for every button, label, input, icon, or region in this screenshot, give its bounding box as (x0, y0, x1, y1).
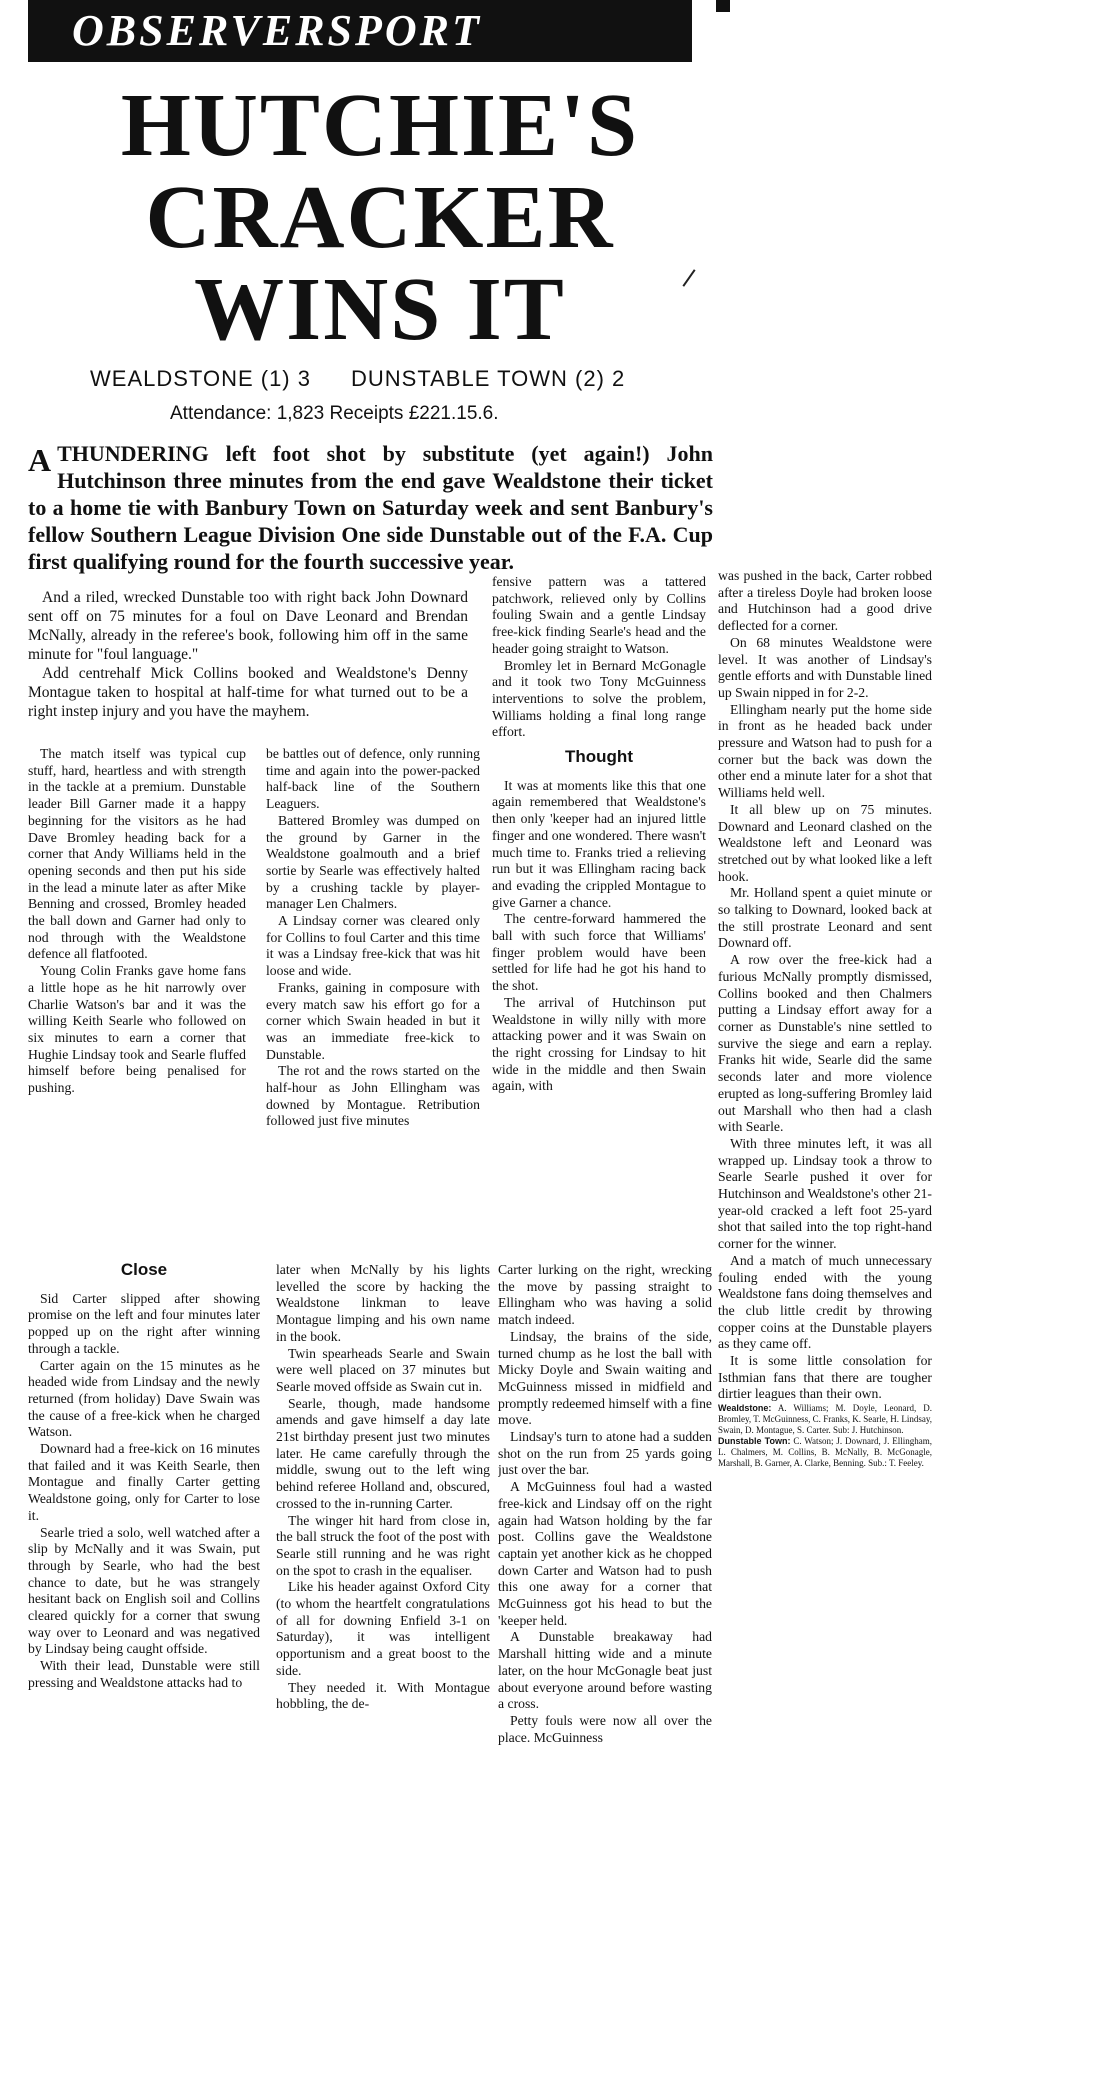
article-paragraph: Bromley let in Bernard McGonagle and it took two Tony McGuinness interventions to solve the problem, Williams holding a final long range effort. (492, 657, 706, 740)
headline-line-1: HUTCHIE'S (120, 76, 640, 175)
lineup-players: A. Williams; M. Doyle, Leonard, D. Bromley, T. McGuinness, C. Franks, K. Searle, H. Lindsay, Swain, D. Montague, S. Carter. Sub: J. Hutchinson. (718, 1403, 932, 1436)
lineup-dunstable (718, 1436, 932, 1469)
article-paragraph: fensive pattern was a tattered patchwork, relieved only by Collins fouling Swain and a gentle Lindsay free-kick finding Searle's head and the header going straight to Watson. (492, 574, 706, 656)
masthead: OBSERVERSPORT (28, 0, 692, 62)
article-paragraph: Petty fouls were now all over the place. McGuinness (498, 1712, 712, 1745)
article-paragraph: A Lindsay corner was cleared only for Collins to foul Carter and this time it was a Lindsay free-kick that was hit loose and wide. (266, 913, 480, 979)
article-paragraph: With their lead, Dunstable were still pressing and Wealdstone attacks had to (28, 1658, 260, 1690)
lineup-label: Dunstable Town: (718, 1436, 791, 1447)
article-paragraph: The arrival of Hutchinson put Wealdstone in willy nilly with more attacking power and it was Swain on the right crossing for Lindsay to hit wide in the middle and then Swain again, with (492, 994, 706, 1094)
home-score: WEALDSTONE (1) 3 (90, 366, 311, 391)
column-2 (266, 746, 480, 1216)
lede-drop-letter: A (28, 442, 52, 478)
column-5 (28, 1262, 260, 1822)
article-paragraph: Lindsay's turn to atone had a sudden shot on the run from 25 yards going just over the bar. (498, 1429, 712, 1478)
article-paragraph: Twin spearheads Searle and Swain were well placed on 37 minutes but Searle moved offside as Swain cut in. (276, 1345, 490, 1394)
intro (28, 588, 468, 721)
article-paragraph: was pushed in the back, Carter robbed after a tireless Doyle had broken loose and Hutchinson had a good drive deflected for a corner. (718, 568, 932, 634)
print-speck (716, 0, 730, 12)
article-paragraph: be battles out of defence, only running time and again into the power-packed half-back line of the Southern Leaguers. (266, 746, 480, 812)
article-paragraph: Mr. Holland spent a quiet minute or so talking to Downard, looked back at the still prostrate Leonard and sent Downard off. (718, 885, 932, 951)
article-paragraph: A row over the free-kick had a furious McNally promptly dismissed, Collins booked and then Chalmers putting a Lindsay effort away for a corner as Dunstable's nine settled to survive the siege and earn a replay. Franks hit wide, Searle did the same seconds later and more violence erupted as long-suffering Bromley laid out Marshall who then had a clash with Searle. (718, 952, 932, 1135)
article-paragraph: On 68 minutes Wealdstone were level. It was another of Lindsay's gentle efforts and with Dunstable lined up Swain nipped in for 2-2. (718, 634, 932, 700)
column-4 (718, 568, 932, 1698)
headline-line-3: WINS IT (194, 260, 566, 359)
article-paragraph: The centre-forward hammered the ball with such force that Williams' finger problem would have been settled for life had he got his hand to the shot. (492, 911, 706, 994)
attendance: Attendance: 1,823 Receipts £221.15.6. (170, 403, 499, 424)
away-score: DUNSTABLE TOWN (2) 2 (350, 366, 626, 391)
article-paragraph: Lindsay, the brains of the side, turned chump as he lost the ball with Micky Doyle and Swain waiting and McGuinness missed in midfield and promptly redeemed himself with a fine move. (498, 1328, 712, 1428)
intro-paragraph: And a riled, wrecked Dunstable too with right back John Downard sent off on 75 minutes for a foul on Dave Leonard and Brendan McNally, already in the referee's book, following him off in the same minute for "foul language." (28, 589, 468, 663)
subheading-close: Close (120, 1262, 168, 1279)
stray-mark (682, 269, 695, 287)
article-paragraph: Like his header against Oxford City (to whom the heartfelt congratulations of all for downing Enfield 3-1 on Saturday), it was intelligent opportunism and a great boost to the side. (276, 1579, 490, 1678)
column-7 (498, 1262, 712, 1822)
column-3 (492, 574, 706, 1216)
article-paragraph: Carter lurking on the right, wrecking the move by passing straight to Ellingham who was having a solid match indeed. (498, 1262, 712, 1328)
article-paragraph: Downard had a free-kick on 16 minutes that failed and it was Keith Searle, then Montague and finally Carter getting Wealdstone going, only for Carter to lose it. (28, 1441, 260, 1523)
article-paragraph: A Dunstable breakaway had Marshall hitting wide and a minute later, on the hour McGonagle beat just about everyone around before wasting a cross. (498, 1629, 712, 1712)
lineup-label: Wealdstone: (718, 1403, 772, 1414)
article-paragraph: The rot and the rows started on the half-hour as John Ellingham was downed by Montague. Retribution followed just five minutes (266, 1063, 480, 1129)
article-paragraph: later when McNally by his lights levelled the score by hacking the Wealdstone linkman to leave Montague limping and his own name in the book. (276, 1262, 490, 1344)
headline-line-2: CRACKER (145, 168, 615, 267)
article-paragraph: Carter again on the 15 minutes as he headed wide from Lindsay and the newly returned (from holiday) Dave Swain was the cause of a free-kick when he charged Watson. (28, 1357, 260, 1440)
lede (28, 440, 713, 575)
article-paragraph: Young Colin Franks gave home fans a little hope as he hit narrowly over Charlie Watson's bar and it was the willing Keith Searle who followed on six minutes to earn a corner that Hughie Lindsay took and Searle fluffed himself before being penalised for pushing. (28, 963, 246, 1096)
article-paragraph: Battered Bromley was dumped on the ground by Garner in the Wealdstone goalmouth and a brief sortie by Searle was effectively halted by a crushing tackle by player-manager Len Chalmers. (266, 812, 480, 912)
article-paragraph: With three minutes left, it was all wrapped up. Lindsay took a throw to Searle Searle pushed it over for Hutchinson and Wealdstone's other 21-year-old cracked a left foot 25-yard shot that sailed into the top right-hand corner for the winner. (718, 1135, 932, 1252)
lede-text: THUNDERING left foot shot by substitute (yet again!) John Hutchinson three minutes from the end gave Wealdstone their ticket to a home tie with Banbury Town on Saturday week and sent Banbury's fellow Southern League Division One side Dunstable out of the F.A. Cup first qualifying round for the fourth successive year. (28, 441, 713, 574)
article-paragraph: And a match of much unnecessary fouling ended with the young Wealdstone fans doing themselves and the club little credit by throwing copper coins at the Dunstable players as they came off. (718, 1252, 932, 1352)
article-paragraph: Searle, though, made handsome amends and gave himself a day late 21st birthday present just two minutes later. He came carefully through the middle, swung out to the left wing behind referee Holland and, obscured, crossed to the in-running Carter. (276, 1395, 490, 1511)
column-6 (276, 1262, 490, 1822)
article-paragraph: Ellingham nearly put the home side in front as he headed back under pressure and Watson had to push for a corner but the back was down the other end a minute later for a shot that Williams held well. (718, 701, 932, 801)
article-paragraph: Sid Carter slipped after showing promise on the left and four minutes later popped up on the right after winning through a tackle. (28, 1290, 260, 1356)
article-paragraph: The match itself was typical cup stuff, hard, heartless and with strength in the tackle at a premium. Dunstable leader Bill Garner made it a happy beginning for the visitors as he had Dave Bromley heading back for a corner that Andy Williams held in the opening seconds and then put his side in the lead a minute later as after Mike Benning and crossed, Bromley headed the ball down and Garner had only to nod through with the Wealdstone defence all flatfooted. (28, 746, 246, 962)
headline (100, 76, 660, 359)
article-paragraph: Searle tried a solo, well watched after a slip by McNally and it was Swain, put through by Searle, who had the best chance to date, but he was strangely hesitant back on English soil and Collins cleared quickly for a corner that swung way over to Leonard and was negatived by Lindsay being caught offside. (28, 1524, 260, 1657)
article-paragraph: It is some little consolation for Isthmian fans that there are tougher dirtier leagues than their own. (718, 1353, 932, 1402)
score-line (90, 366, 650, 392)
lineup-wealdstone (718, 1403, 932, 1436)
subheading-thought: Thought (565, 747, 633, 767)
article-paragraph: A McGuinness foul had a wasted free-kick and Lindsay off on the right again had Watson holding by the far post. Collins gave the Wealdstone captain yet another kick as he chopped down Carter and Watson had to push this one away for a corner that McGuinness got his head to but the 'keeper held. (498, 1479, 712, 1628)
article-paragraph: They needed it. With Montague hobbling, the de- (276, 1679, 490, 1712)
article-paragraph: It all blew up on 75 minutes. Downard and Leonard clashed on the Wealdstone left and Leonard was stretched out by what looked like a left hook. (718, 801, 932, 884)
article-paragraph: The winger hit hard from close in, the ball struck the foot of the post with Searle still running and he was right on the spot to crash in the equaliser. (276, 1512, 490, 1578)
article-paragraph: Franks, gaining in composure with every match saw his effort go for a corner which Swain headed in but it was an immediate free-kick to Dunstable. (266, 979, 480, 1062)
article-paragraph: It was at moments like this that one again remembered that Wealdstone's then only 'keeper had an injured little finger and one wondered. There wasn't much time to. Franks tried a relieving run but it was Ellingham racing back and evading the crippled Montague to give Garner a chance. (492, 777, 706, 910)
lineup-players: C. Watson; J. Downard, J. Ellingham, L. Chalmers, M. Collins, B. McNally, B. McGonagle, Marshall, B. Garner, A. Clarke, Benning. Sub.: T. Feeley. (718, 1436, 932, 1469)
column-1 (28, 746, 246, 1097)
intro-paragraph: Add centrehalf Mick Collins booked and Wealdstone's Denny Montague taken to hospital at half-time for what turned out to be a right instep injury and you have the mayhem. (28, 665, 468, 720)
